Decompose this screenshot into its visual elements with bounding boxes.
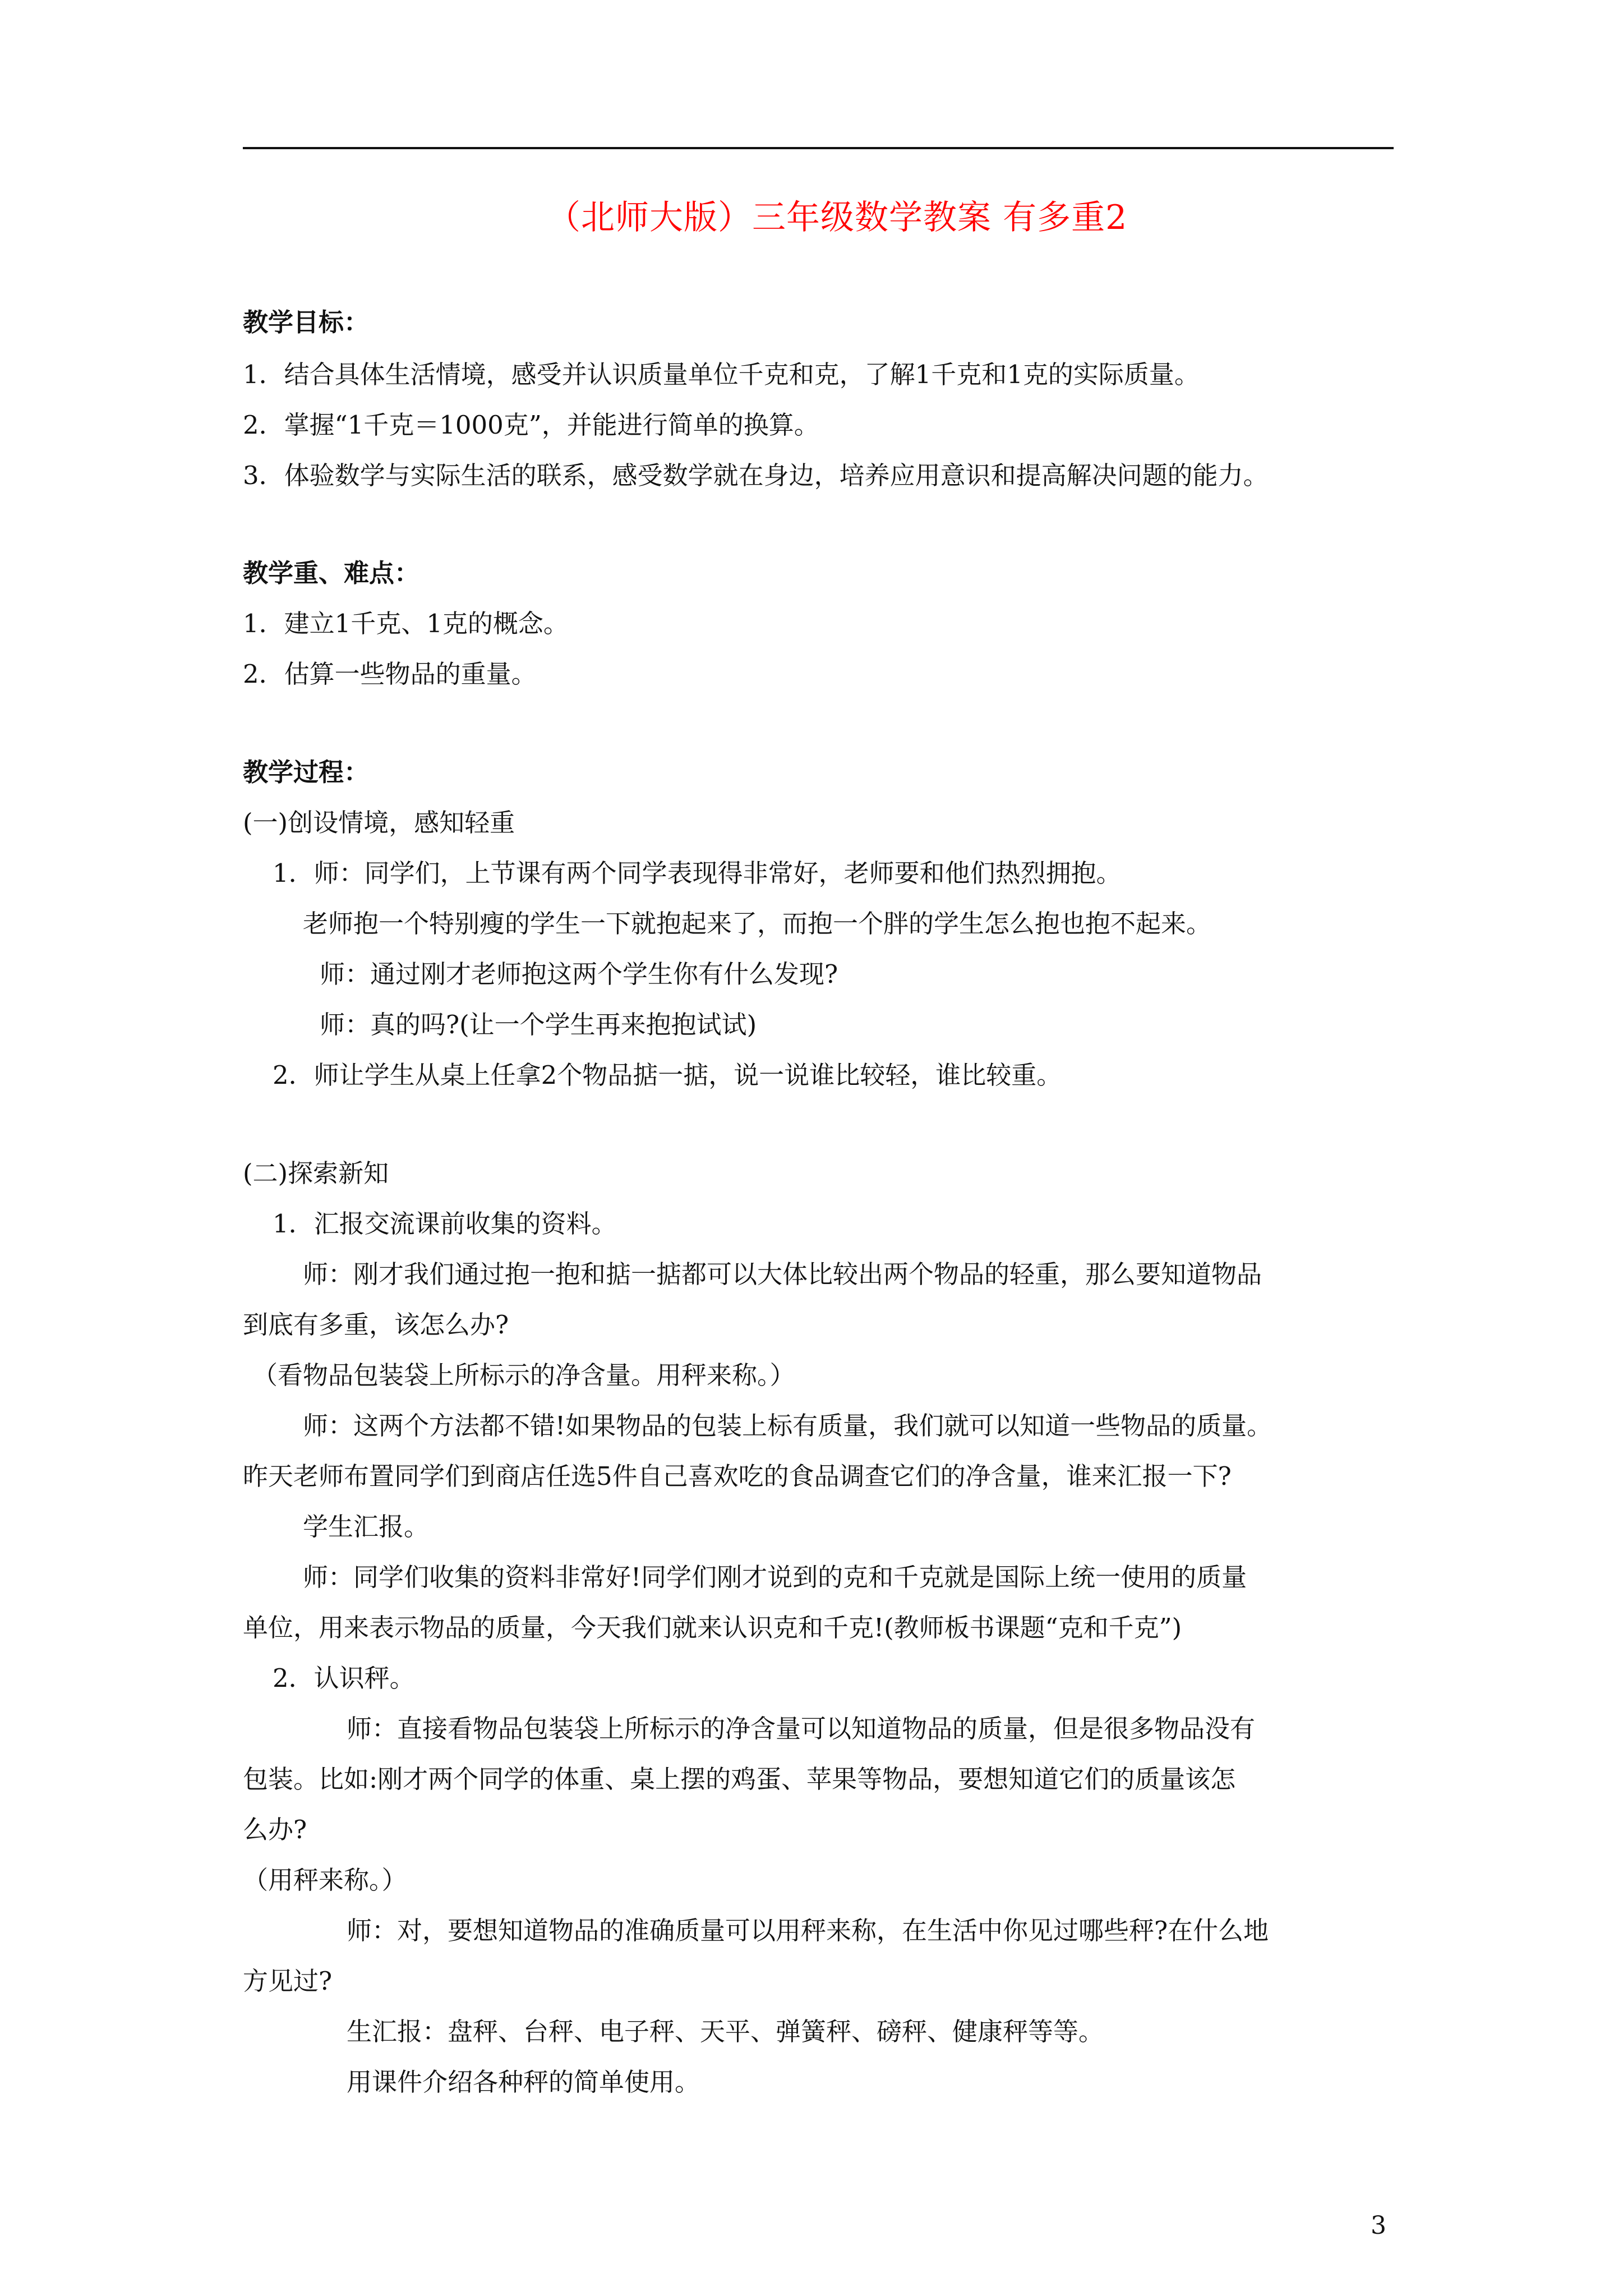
subsection-heading: (一)创设情境，感知轻重 xyxy=(243,808,515,838)
process-line: 么办? xyxy=(243,1815,307,1844)
process-line: 到底有多重，该怎么办? xyxy=(243,1310,509,1340)
key-point-line: 2．估算一些物品的重量。 xyxy=(243,659,537,689)
process-line: 1．汇报交流课前收集的资料。 xyxy=(273,1209,617,1239)
process-line: 师：通过刚才老师抱这两个学生你有什么发现? xyxy=(320,959,838,989)
process-line: 师：同学们收集的资料非常好!同学们刚才说到的克和千克就是国际上统一使用的质量 xyxy=(303,1562,1247,1592)
process-line: 昨天老师布置同学们到商店任选5件自己喜欢吃的食品调查它们的净含量，谁来汇报一下? xyxy=(243,1461,1232,1491)
objective-line: 1．结合具体生活情境，感受并认识质量单位千克和克，了解1千克和1克的实际质量。 xyxy=(243,360,1200,389)
process-line: 师：刚才我们通过抱一抱和掂一掂都可以大体比较出两个物品的轻重，那么要知道物品 xyxy=(303,1259,1262,1289)
process-line: 方见过? xyxy=(243,1966,333,1996)
process-line: （用秤来称。） xyxy=(243,1865,407,1895)
objective-line: 3．体验数学与实际生活的联系，感受数学就在身边，培养应用意识和提高解决问题的能力。 xyxy=(243,461,1269,490)
process-line: 包装。比如:刚才两个同学的体重、桌上摆的鸡蛋、苹果等物品，要想知道它们的质量该怎 xyxy=(243,1764,1236,1794)
key-point-line: 1．建立1千克、1克的概念。 xyxy=(243,609,569,638)
section-heading-process: 教学过程： xyxy=(243,757,370,787)
document-title: （北师大版）三年级数学教案 有多重2 xyxy=(547,198,1128,237)
process-line: 学生汇报。 xyxy=(303,1512,430,1542)
section-heading-key-points: 教学重、难点： xyxy=(243,558,420,588)
process-line: （看物品包装袋上所标示的净含量。用秤来称。） xyxy=(252,1360,795,1390)
process-line: 老师抱一个特别瘦的学生一下就抱起来了，而抱一个胖的学生怎么抱也抱不起来。 xyxy=(303,909,1212,938)
process-line: 2．师让学生从桌上任拿2个物品掂一掂，说一说谁比较轻，谁比较重。 xyxy=(273,1060,1062,1090)
process-line: 1．师：同学们，上节课有两个同学表现得非常好，老师要和他们热烈拥抱。 xyxy=(273,858,1122,888)
process-line: 师：直接看物品包装袋上所标示的净含量可以知道物品的质量，但是很多物品没有 xyxy=(347,1714,1256,1743)
process-line: 师：对，要想知道物品的准确质量可以用秤来称，在生活中你见过哪些秤?在什么地 xyxy=(347,1916,1269,1945)
page-number: 3 xyxy=(1371,2211,1386,2240)
process-line: 单位，用来表示物品的质量，今天我们就来认识克和千克!(教师板书课题“克和千克”) xyxy=(243,1613,1182,1642)
process-line: 2．认识秤。 xyxy=(273,1663,415,1693)
process-line: 用课件介绍各种秤的简单使用。 xyxy=(347,2067,700,2097)
header-rule xyxy=(243,147,1394,149)
objective-line: 2．掌握“1千克＝1000克”，并能进行简单的换算。 xyxy=(243,410,819,440)
process-line: 师：真的吗?(让一个学生再来抱抱试试) xyxy=(320,1010,757,1039)
process-line: 生汇报：盘秤、台秤、电子秤、天平、弹簧秤、磅秤、健康秤等等。 xyxy=(347,2017,1104,2046)
section-heading-objectives: 教学目标： xyxy=(243,307,370,337)
process-line: 师：这两个方法都不错!如果物品的包装上标有质量，我们就可以知道一些物品的质量。 xyxy=(303,1411,1272,1441)
subsection-heading: (二)探索新知 xyxy=(243,1158,389,1188)
